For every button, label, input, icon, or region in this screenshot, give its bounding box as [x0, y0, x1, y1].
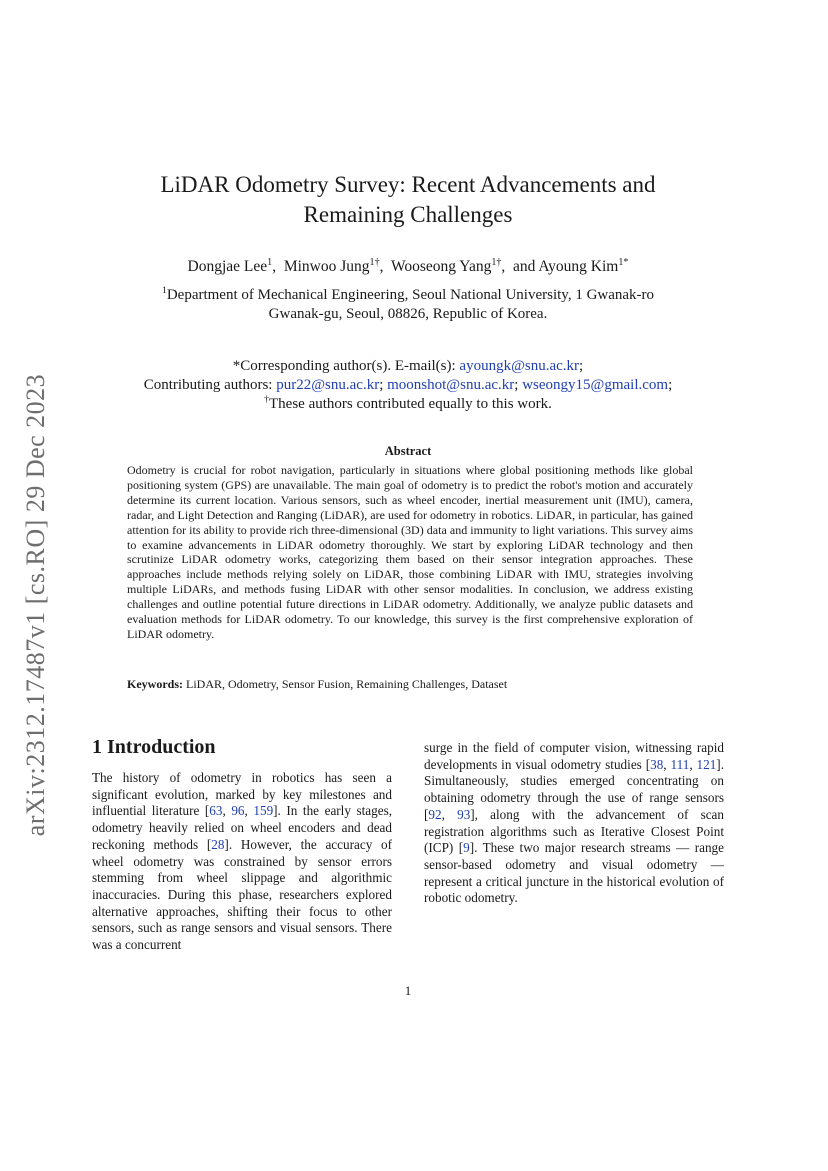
corresponding-email-link[interactable]: ayoungk@snu.ac.kr	[459, 358, 580, 374]
citation-sep: ,	[222, 803, 232, 819]
abstract-text: Odometry is crucial for robot navigation, particularly in situations where global positioning methods like global positioning system (GPS) are unavailable. The main goal of odometry is to predict the robot's motion and accurately determine its current location. Various sensors, such as wheel encoder, inertial measurement unit (IMU), camera, radar, and Light Detection and Ranging (LiDAR), are used for odometry in robotics. LiDAR, in particular, has gained attention for its ability to provide rich three-dimensional (3D) data and immunity to light variations. This survey aims to examine advancements in LiDAR odometry thoroughly. We start by exploring LiDAR technology and then scrutinize LiDAR odometry works, categorizing them based on their sensor integration approaches. These approaches include methods relying solely on LiDAR, those combining LiDAR with IMU, strategies involving multiple LiDARs, and methods fusing LiDAR with other sensor modalities. In conclusion, we address existing challenges and outline potential future directions in LiDAR odometry. Additionally, we analyze public datasets and evaluation methods for LiDAR odometry. To our knowledge, this survey is the first comprehensive exploration of LiDAR odometry.	[127, 463, 693, 641]
author-affiliation-mark: 1*	[618, 256, 629, 268]
body-text: ]. However, the accuracy of wheel odometry was constrained by sensor errors stemming from wheel slippage and algorithmic inaccuracies. During this phase, researchers explored alternative approaches, shifting their focus to other sensors, such as range sensors and visual sensors. There was a concurrent	[92, 836, 392, 953]
contributor-email-link[interactable]: moonshot@snu.ac.kr	[387, 377, 515, 393]
citation-link[interactable]: 92	[428, 806, 442, 822]
separator: ;	[379, 377, 388, 393]
affiliation-line-2: Gwanak-gu, Seoul, 08826, Republic of Korea.	[268, 306, 548, 322]
citation-sep: ,	[244, 803, 254, 819]
contact-info	[90, 357, 726, 414]
title-line-2: Remaining Challenges	[303, 202, 513, 227]
author-name: Dongjae Lee	[187, 258, 268, 275]
body-column-left	[92, 770, 392, 954]
body-text: ]. These two major research streams — range sensor-based odometry and visual odometry — represent a critical juncture in the historical evolution of robotic odometry.	[424, 840, 724, 906]
keywords-label: Keywords:	[127, 677, 183, 691]
separator: ;	[514, 377, 523, 393]
author-name: Wooseong Yang	[390, 258, 492, 275]
citation-link[interactable]: 96	[231, 803, 245, 819]
section-heading: 1 Introduction	[92, 736, 216, 758]
title-line-1: LiDAR Odometry Survey: Recent Advancements and	[160, 172, 656, 197]
separator: ;	[579, 358, 584, 374]
citation-link[interactable]: 28	[211, 836, 225, 852]
affiliation-line-1: Department of Mechanical Engineering, Seoul National University, 1 Gwanak-ro	[166, 287, 655, 303]
body-column-right	[424, 740, 724, 907]
author-name: Minwoo Jung	[283, 258, 370, 275]
equal-contribution-mark: †	[264, 394, 269, 405]
citation-sep: ,	[689, 756, 697, 772]
citation-link[interactable]: 38	[650, 756, 664, 772]
arxiv-sidebar	[14, 360, 58, 850]
contributor-email-link[interactable]: wseongy15@gmail.com	[522, 377, 669, 393]
citation-sep: ,	[663, 756, 671, 772]
body-text: ]. In the early stages, odometry heavily relied on wheel encoders and dead reckoning methods [	[92, 803, 393, 852]
citation-link[interactable]: 93	[457, 806, 471, 822]
corresponding-label: *Corresponding author(s). E-mail(s):	[232, 358, 460, 374]
keywords-text: LiDAR, Odometry, Sensor Fusion, Remaining Challenges, Dataset	[183, 677, 508, 691]
citation-link[interactable]: 63	[209, 803, 223, 819]
body-text: ], along with the advancement of scan registration algorithms such as Iterative Closest Point (ICP) [	[424, 806, 724, 856]
equal-contribution-note: These authors contributed equally to this work.	[269, 396, 552, 412]
citation-sep: ,	[441, 806, 458, 822]
body-text: The history of odometry in robotics has seen a significant evolution, marked by key milestones and influential literature [	[92, 770, 392, 819]
author-affiliation-mark: 1	[267, 256, 273, 268]
abstract-heading: Abstract	[384, 444, 432, 458]
author-list: Dongjae Lee$^1$, Minwoo Jung$^{1\dagger}$, Wooseong Yang$^{1\dagger}$, and Ayoung Kim$^{1*}$	[187, 256, 629, 275]
arxiv-identifier: arXiv:2312.17487v1 [cs.RO] 29 Dec 2023	[21, 373, 50, 837]
body-text: ]. Simultaneously, studies emerged concentrating on obtaining odometry through the use of range sensors [	[424, 756, 724, 822]
citation-link[interactable]: 111	[670, 756, 690, 772]
contributing-label: Contributing authors:	[143, 377, 277, 393]
body-text: surge in the field of computer vision, witnessing rapid developments in visual odometry studies [	[424, 740, 724, 772]
affiliation-mark: 1	[161, 285, 167, 296]
paper-title	[110, 170, 706, 230]
affiliation	[110, 286, 706, 324]
separator: ;	[668, 377, 673, 393]
keywords	[127, 677, 693, 692]
citation-link[interactable]: 121	[696, 756, 717, 772]
page-number: 1	[404, 983, 412, 998]
author-name: and Ayoung Kim	[513, 258, 619, 275]
contributor-email-link[interactable]: pur22@snu.ac.kr	[276, 377, 380, 393]
citation-link[interactable]: 9	[463, 840, 470, 856]
author-affiliation-mark: 1†	[369, 256, 380, 268]
author-affiliation-mark: 1†	[491, 256, 502, 268]
citation-link[interactable]: 159	[253, 803, 274, 819]
